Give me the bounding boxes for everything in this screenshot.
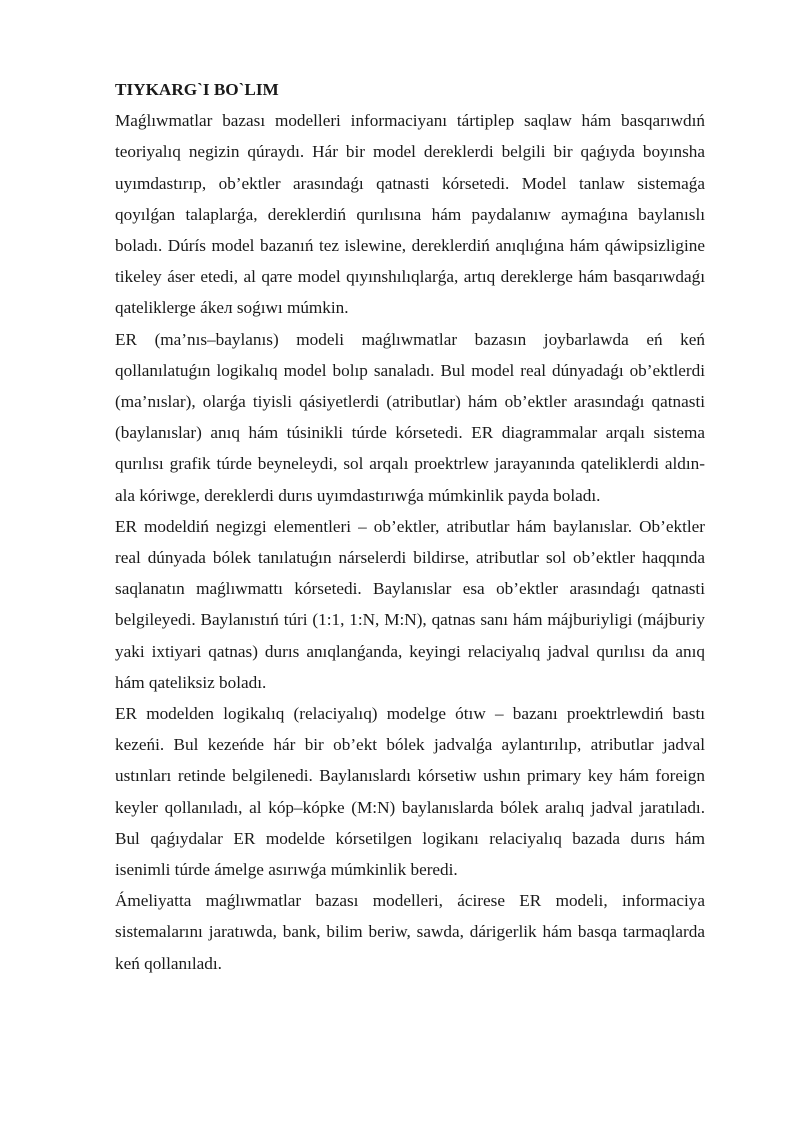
paragraph-5: Ámeliyatta maǵlıwmatlar bazası modelleri, ácirese ER modeli, informaciya sistemalarını jaratıwda, bank, bilim beriw, sawda, dárigerlik hám basqa tarmaqlarda keń qollanıladı. bbox=[115, 891, 705, 973]
paragraph-1: Maǵlıwmatlar bazası modelleri informaciyanı tártiplep saqlaw hám basqarıwdıń teoriyalıq negizin qúraydı. Hár bir model dereklerdi belgili bir qaǵıyda boyınsha uyımdastırıp, ob’ektler arasındaǵı qatnasti kórsetedi. Model tanlaw sistemaǵa qoyılǵan talaplarǵa, dereklerdiń qurılısına hám paydalanıw aymaǵına baylanıslı boladı. Dúrís model bazanıń tez islewine, dereklerdiń anıqlıǵına hám qáwipsizligine tikeley áser etedi, al qате model qıyınshılıqlarǵa, artıq dereklerge hám basqarıwdaǵı qateliklerge ákeл soǵıwı múmkin. bbox=[115, 111, 705, 318]
paragraph-3: ER modeldiń negizgi elementleri – ob’ektler, atributlar hám baylanıslar. Ob’ektler real dúnyada bólek tanılatuǵın nárselerdi bildirse, atributlar sol ob’ektler haqqında saqlanatın maǵlıwmattı kórsetedi. Baylanıslar esa ob’ektler arasındaǵı qatnasti belgileyedi. Baylanıstıń túri (1:1, 1:N, M:N), qatnas sanı hám májburiyligi (májburiy yaki ixtiyari qatnas) durıs anıqlanǵanda, keyingi relaciyalıq jadval qurılısı da anıq hám qateliksiz boladı. bbox=[115, 516, 705, 692]
paragraph-4: ER modelden logikalıq (relaciyalıq) modelge ótıw – bazanı proektrlewdiń bastı kezeńi. Bul kezeńde hár bir ob’ekt bólek jadvalǵa aylantırılıp, atributlar jadval ustınları retinde belgilenedi. Baylanıslardı kórsetiw ushın primary key hám foreign keyler qollanıladı, al kóp–kópke (M:N) baylanıslarda bólek aralıq jadval jaratıladı. Bul qaǵıydalar ER modelde kórsetilgen logikanı relaciyalıq bazada durıs hám isenimli túrde ámelge asırıwǵa múmkinlik beredi. bbox=[115, 704, 705, 880]
paragraph-2: ER (ma’nıs–baylanıs) modeli maǵlıwmatlar bazasın joybarlawda eń keń qollanılatuǵın logikalıq model bolıp sanaladı. Bul model real dúnyadaǵı ob’ektlerdi (ma’nıslar), olarǵa tiyisli qásiyetlerdi (atributlar) hám ob’ektler arasındaǵı qatnasti (baylanıslar) anıq hám túsinikli túrde kórsetedi. ER diagrammalar arqalı sistema qurılısı grafik túrde beyneleydi, sol arqalı proektrlew jarayanında qateliklerdi aldın-ala kóriwge, dereklerdi durıs uyımdastırıwǵa múmkinlik payda boladı. bbox=[115, 329, 705, 505]
document-page bbox=[115, 74, 705, 979]
section-heading: TIYKARG`I BO`LIM bbox=[115, 80, 279, 99]
